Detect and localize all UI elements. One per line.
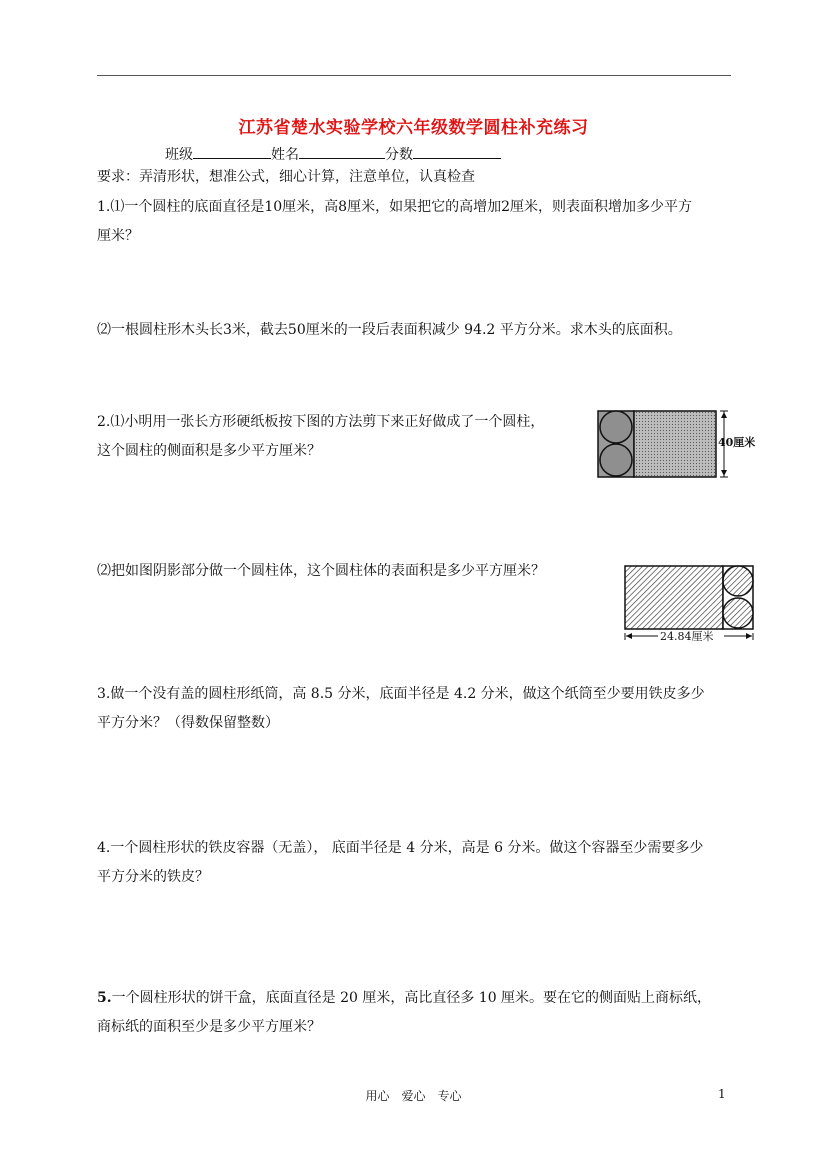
figure-2-shaded-diagram [620,560,765,646]
question-5-number: 5. [97,990,112,1006]
question-5-line1-text: 一个圆柱形状的饼干盒，底面直径是 20 厘米，高比直径多 10 厘米。要在它的侧面贴上商标纸， [111,990,712,1006]
question-4-line2: 平方分米的铁皮？ [97,869,209,885]
question-5-line1 [97,984,711,1013]
footer-motto: 用心 爱心 专心 [365,1089,462,1103]
question-4 [97,834,703,892]
figure-1-cut-diagram [590,402,770,484]
question-5 [97,984,711,1042]
name-blank[interactable] [299,144,385,159]
figure-2-shaded-rect [625,566,723,629]
question-3-line2: 平方分米？（得数保留整数） [97,715,279,731]
question-5-line2: 商标纸的面积至少是多少平方厘米？ [97,1019,321,1035]
name-label: 姓名 [271,147,299,163]
question-3 [97,680,705,738]
question-2a-line2: 这个圆柱的侧面积是多少平方厘米？ [97,443,321,459]
requirements-text: 要求：弄清形状，想准公式，细心计算，注意单位，认真检查 [97,169,475,185]
question-2a [97,408,544,466]
score-blank[interactable] [413,144,501,159]
page-title: 江苏省楚水实验学校六年级数学圆柱补充练习 [238,118,589,138]
question-1b: ⑵一根圆柱形木头长3米，截去50厘米的一段后表面积减少 94.2 平方分米。求木头的底面积。 [97,322,682,338]
page-number: 1 [718,1087,726,1101]
question-1a [97,193,692,251]
student-info-line [165,144,501,164]
figure-1-label: 40厘米 [718,436,756,449]
score-label: 分数 [385,147,413,163]
question-1a-line2: 厘米？ [97,228,139,244]
figure-2-label: 24.84厘米 [660,630,714,643]
class-blank[interactable] [193,144,271,159]
figure-1-circle-bottom [600,444,632,476]
question-2b: ⑵把如图阴影部分做一个圆柱体，这个圆柱体的表面积是多少平方厘米？ [97,563,545,579]
question-1a-line1: 1.⑴一个圆柱的底面直径是10厘米，高8厘米，如果把它的高增加2厘米，则表面积增加多少平方 [97,199,692,215]
class-label: 班级 [165,147,193,163]
question-4-line1: 4.一个圆柱形状的铁皮容器（无盖）， 底面半径是 4 分米，高是 6 分米。做这个容器至少需要多少 [97,840,704,856]
question-3-line1: 3.做一个没有盖的圆柱形纸筒，高 8.5 分米，底面半径是 4.2 分米，做这个纸筒至少要用铁皮多少 [97,686,705,702]
figure-2-circle-top [723,566,753,596]
figure-1-circle-top [600,411,632,443]
figure-2-circle-bottom [723,598,753,628]
header-rule [97,75,731,76]
figure-1-side-rect [634,411,716,477]
question-2a-line1: 2.⑴小明用一张长方形硬纸板按下图的方法剪下来正好做成了一个圆柱， [97,414,545,430]
